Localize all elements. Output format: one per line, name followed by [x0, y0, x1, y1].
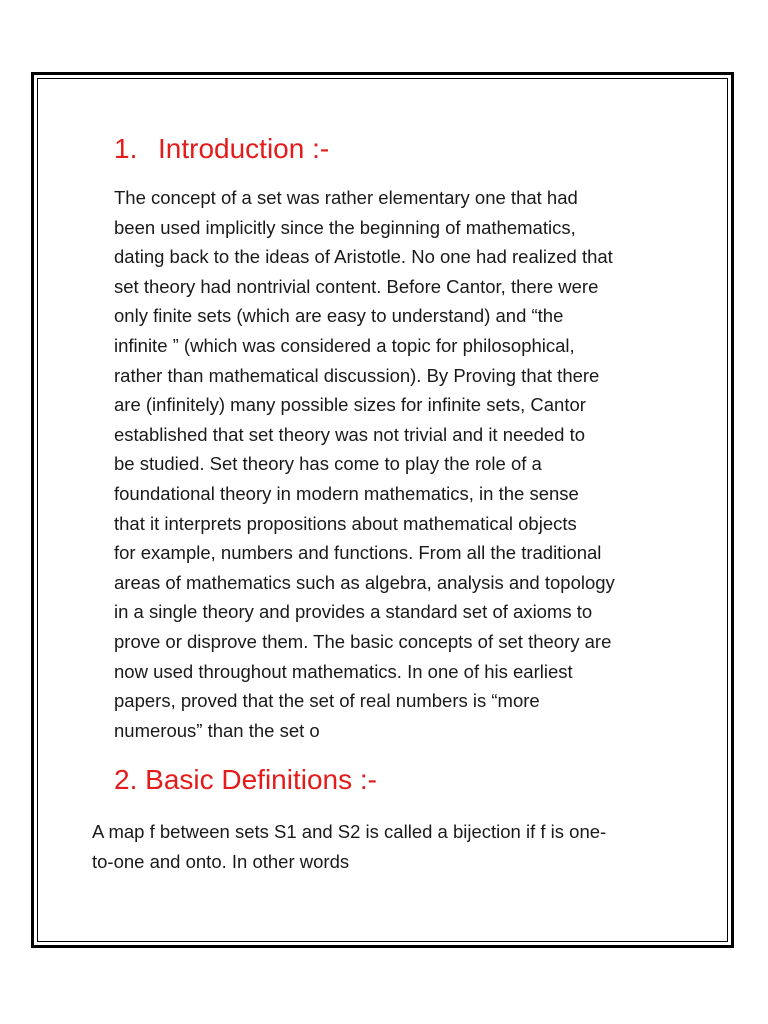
section-title: Basic Definitions :- — [145, 764, 378, 795]
text-line: are (infinitely) many possible sizes for infinite sets, Cantor — [114, 394, 586, 416]
text-line: rather than mathematical discussion). By Proving that there — [114, 364, 600, 386]
text-line: infinite ” (which was considered a topic for philosophical, — [114, 334, 575, 356]
text-line: numerous” than the set o — [114, 719, 320, 741]
text-line: for example, numbers and functions. From all the traditional — [114, 542, 602, 564]
text-line: that it interprets propositions about mathematical objects — [114, 512, 577, 534]
text-line: set theory had nontrivial content. Before Cantor, there were — [114, 275, 599, 297]
text-line: dating back to the ideas of Aristotle. No one had realized that — [114, 246, 613, 268]
introduction-paragraph — [114, 183, 694, 745]
text-line: prove or disprove them. The basic concepts of set theory are — [114, 630, 612, 652]
text-line: in a single theory and provides a standard set of axioms to — [114, 601, 593, 623]
text-line: been used implicitly since the beginning of mathematics, — [114, 216, 576, 238]
text-line: The concept of a set was rather elementary one that had — [114, 187, 578, 208]
basic-definitions-paragraph — [92, 817, 692, 877]
section-number: 2. — [114, 764, 138, 795]
text-line: now used throughout mathematics. In one of his earliest — [114, 660, 573, 682]
text-line: papers, proved that the set of real numbers is “more — [114, 690, 540, 712]
section-title: Introduction :- — [158, 133, 330, 164]
section-number: 1. — [114, 133, 138, 164]
text-line: areas of mathematics such as algebra, analysis and topology — [114, 571, 615, 593]
section-heading-basic-definitions — [114, 764, 377, 796]
text-line: only finite sets (which are easy to understand) and “the — [114, 305, 564, 327]
text-line: foundational theory in modern mathematics, in the sense — [114, 482, 579, 504]
text-line: A map f between sets S1 and S2 is called a bijection if f is one- — [92, 821, 607, 842]
text-line: established that set theory was not trivial and it needed to — [114, 423, 586, 445]
text-line: to-one and onto. In other words — [92, 851, 350, 872]
section-heading-introduction — [114, 133, 329, 165]
text-line: be studied. Set theory has come to play the role of a — [114, 453, 542, 475]
